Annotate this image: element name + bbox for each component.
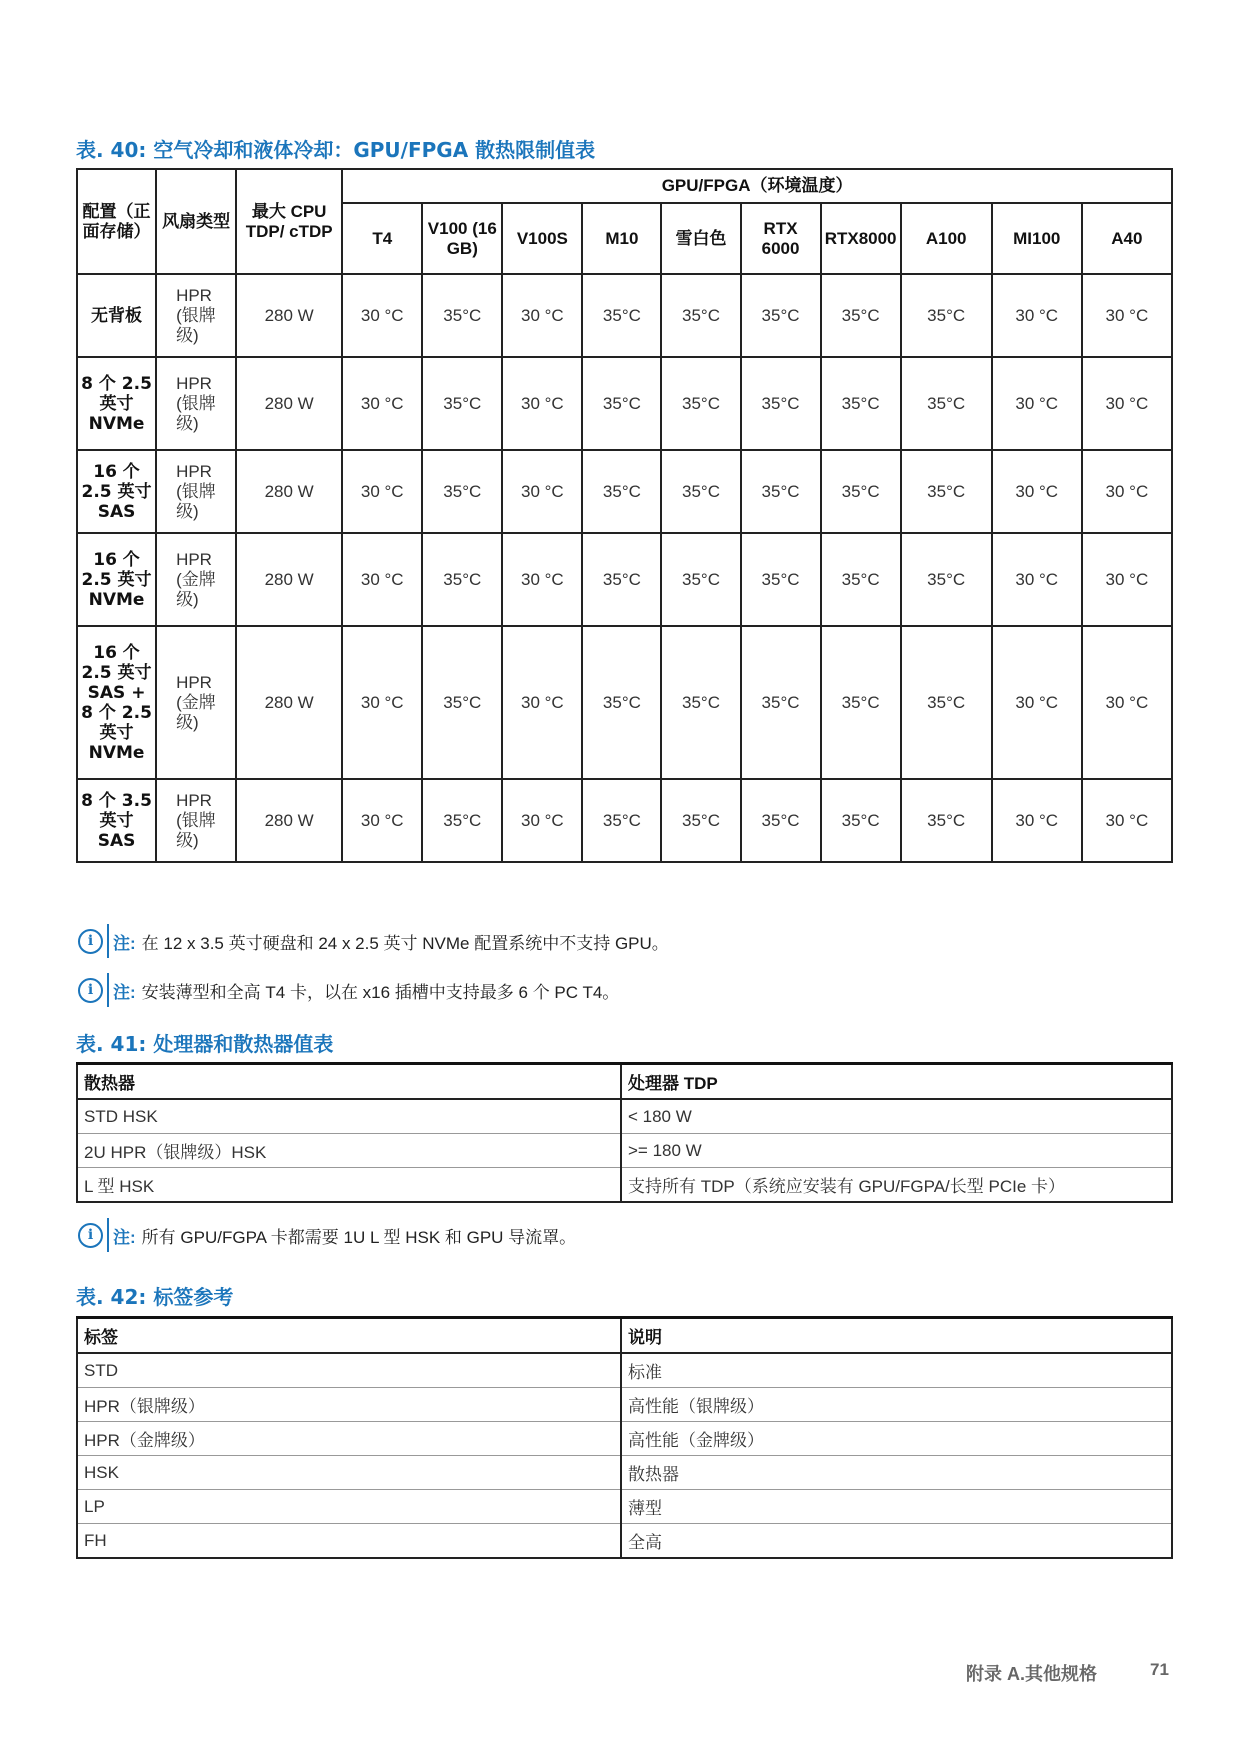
- table-row: [77, 779, 1172, 862]
- note-divider: [107, 973, 109, 1007]
- value-cell: 全高: [621, 1524, 1172, 1559]
- temperature-cell: 35°C: [741, 626, 821, 779]
- temperature-cell: 30 °C: [1082, 450, 1172, 533]
- temperature-cell: 35°C: [901, 357, 992, 450]
- temperature-cell: 30 °C: [1082, 779, 1172, 862]
- temperature-cell: 30 °C: [1082, 626, 1172, 779]
- note-divider: [107, 1218, 109, 1252]
- temperature-cell: 35°C: [661, 533, 740, 626]
- header-gpu: A40: [1082, 203, 1172, 274]
- temperature-cell: 35°C: [821, 274, 901, 357]
- header-gpu: RTX8000: [821, 203, 901, 274]
- page-number: 71: [1150, 1660, 1169, 1679]
- info-icon: i: [78, 978, 103, 1003]
- temperature-cell: 30 °C: [502, 533, 582, 626]
- temperature-cell: 30 °C: [992, 533, 1082, 626]
- value-cell: 标准: [621, 1353, 1172, 1388]
- cpu-tdp-cell: 280 W: [236, 450, 342, 533]
- header-gpu: 雪白色: [661, 203, 740, 274]
- fan-type-cell: HPR (银牌级): [156, 357, 236, 450]
- table-row: [77, 1134, 1172, 1168]
- temperature-cell: 35°C: [582, 626, 661, 779]
- value-cell: 支持所有 TDP（系统应安装有 GPU/FGPA/长型 PCIe 卡）: [621, 1168, 1172, 1203]
- cpu-tdp-cell: 280 W: [236, 626, 342, 779]
- header-gpu: V100S: [502, 203, 582, 274]
- temperature-cell: 30 °C: [502, 779, 582, 862]
- footer-section: 附录 A.其他规格: [966, 1664, 1098, 1684]
- fan-type-cell: HPR (银牌级): [156, 450, 236, 533]
- temperature-cell: 35°C: [582, 274, 661, 357]
- table-row: [77, 357, 1172, 450]
- header-cpu-tdp: 最大 CPU TDP/ cTDP: [236, 169, 342, 274]
- table-row: [77, 626, 1172, 779]
- table-row: [77, 1168, 1172, 1203]
- header-label: 标签: [77, 1318, 621, 1354]
- temperature-cell: 35°C: [661, 274, 740, 357]
- info-icon: i: [78, 929, 103, 954]
- temperature-cell: 35°C: [821, 533, 901, 626]
- temperature-cell: 30 °C: [342, 779, 422, 862]
- temperature-cell: 35°C: [741, 533, 821, 626]
- value-cell: 薄型: [621, 1490, 1172, 1524]
- table-row: [77, 1388, 1172, 1422]
- cpu-tdp-cell: 280 W: [236, 533, 342, 626]
- temperature-cell: 30 °C: [992, 450, 1082, 533]
- temperature-cell: 30 °C: [502, 357, 582, 450]
- value-cell: 高性能（银牌级）: [621, 1388, 1172, 1422]
- temperature-cell: 35°C: [901, 450, 992, 533]
- config-cell: 8 个 2.5 英寸 NVMe: [77, 357, 156, 450]
- temperature-cell: 35°C: [582, 450, 661, 533]
- temperature-cell: 35°C: [422, 450, 502, 533]
- config-cell: 无背板: [77, 274, 156, 357]
- config-cell: 8 个 3.5 英寸 SAS: [77, 779, 156, 862]
- table-41-caption: 表. 41: 处理器和散热器值表: [76, 1032, 334, 1056]
- note-label: 注:: [113, 1227, 136, 1247]
- info-icon: i: [78, 1223, 103, 1248]
- temperature-cell: 35°C: [821, 450, 901, 533]
- header-processor-tdp: 处理器 TDP: [621, 1064, 1172, 1100]
- temperature-cell: 35°C: [901, 779, 992, 862]
- table-row: [77, 1422, 1172, 1456]
- cpu-tdp-cell: 280 W: [236, 779, 342, 862]
- note-label: 注:: [113, 933, 136, 953]
- header-config: 配置（正面存储）: [77, 169, 156, 274]
- key-cell: FH: [77, 1524, 621, 1559]
- temperature-cell: 30 °C: [342, 626, 422, 779]
- key-cell: HPR（银牌级）: [77, 1388, 621, 1422]
- temperature-cell: 30 °C: [342, 533, 422, 626]
- fan-type-cell: HPR (银牌级): [156, 779, 236, 862]
- temperature-cell: 30 °C: [342, 357, 422, 450]
- table-row: [77, 274, 1172, 357]
- table-row: [77, 1524, 1172, 1559]
- temperature-cell: 35°C: [422, 779, 502, 862]
- note-3: [78, 1218, 576, 1252]
- temperature-cell: 35°C: [661, 779, 740, 862]
- value-cell: >= 180 W: [621, 1134, 1172, 1168]
- temperature-cell: 35°C: [741, 357, 821, 450]
- note-label: 注:: [113, 982, 136, 1002]
- temperature-cell: 35°C: [821, 357, 901, 450]
- cpu-tdp-cell: 280 W: [236, 357, 342, 450]
- temperature-cell: 30 °C: [1082, 357, 1172, 450]
- header-gpu-group: GPU/FPGA（环境温度）: [342, 169, 1172, 203]
- key-cell: STD: [77, 1353, 621, 1388]
- table-row: [77, 1456, 1172, 1490]
- config-cell: 16 个 2.5 英寸 NVMe: [77, 533, 156, 626]
- header-gpu: A100: [901, 203, 992, 274]
- key-cell: 2U HPR（银牌级）HSK: [77, 1134, 621, 1168]
- temperature-cell: 30 °C: [1082, 274, 1172, 357]
- fan-type-cell: HPR (金牌级): [156, 533, 236, 626]
- temperature-cell: 35°C: [582, 779, 661, 862]
- temperature-cell: 30 °C: [992, 357, 1082, 450]
- header-gpu: M10: [582, 203, 661, 274]
- temperature-cell: 30 °C: [502, 626, 582, 779]
- temperature-cell: 35°C: [582, 357, 661, 450]
- temperature-cell: 30 °C: [992, 274, 1082, 357]
- temperature-cell: 35°C: [741, 779, 821, 862]
- fan-type-cell: HPR (银牌级): [156, 274, 236, 357]
- value-cell: 高性能（金牌级）: [621, 1422, 1172, 1456]
- temperature-cell: 30 °C: [342, 450, 422, 533]
- table-row: [77, 533, 1172, 626]
- note-text: 安装薄型和全高 T4 卡，以在 x16 插槽中支持最多 6 个 PC T4。: [141, 982, 620, 1002]
- label-reference-table: [76, 1316, 1173, 1559]
- temperature-cell: 35°C: [661, 450, 740, 533]
- config-cell: 16 个 2.5 英寸 SAS: [77, 450, 156, 533]
- key-cell: HPR（金牌级）: [77, 1422, 621, 1456]
- heatsink-table: [76, 1062, 1173, 1203]
- note-divider: [107, 924, 109, 958]
- temperature-cell: 35°C: [821, 779, 901, 862]
- header-gpu: V100 (16 GB): [422, 203, 502, 274]
- table-row: [77, 1099, 1172, 1134]
- note-1: [78, 924, 669, 958]
- temperature-cell: 35°C: [422, 626, 502, 779]
- header-gpu: T4: [342, 203, 422, 274]
- temperature-cell: 30 °C: [1082, 533, 1172, 626]
- key-cell: STD HSK: [77, 1099, 621, 1134]
- value-cell: 散热器: [621, 1456, 1172, 1490]
- temperature-cell: 35°C: [901, 274, 992, 357]
- temperature-cell: 35°C: [661, 357, 740, 450]
- temperature-cell: 35°C: [741, 450, 821, 533]
- table-row: [77, 1353, 1172, 1388]
- table-row: [77, 450, 1172, 533]
- temperature-cell: 30 °C: [502, 274, 582, 357]
- temperature-cell: 35°C: [582, 533, 661, 626]
- table-row: [77, 1490, 1172, 1524]
- temperature-cell: 30 °C: [342, 274, 422, 357]
- temperature-cell: 35°C: [422, 357, 502, 450]
- header-gpu: MI100: [992, 203, 1082, 274]
- temperature-cell: 35°C: [422, 533, 502, 626]
- temperature-cell: 35°C: [901, 533, 992, 626]
- header-heatsink: 散热器: [77, 1064, 621, 1100]
- key-cell: LP: [77, 1490, 621, 1524]
- value-cell: < 180 W: [621, 1099, 1172, 1134]
- fan-type-cell: HPR (金牌级): [156, 626, 236, 779]
- note-text: 所有 GPU/FGPA 卡都需要 1U L 型 HSK 和 GPU 导流罩。: [141, 1227, 577, 1247]
- temperature-cell: 30 °C: [992, 626, 1082, 779]
- temperature-cell: 35°C: [661, 626, 740, 779]
- temperature-cell: 30 °C: [992, 779, 1082, 862]
- temperature-cell: 35°C: [901, 626, 992, 779]
- note-2: [78, 973, 619, 1007]
- table-40-caption: 表. 40: 空气冷却和液体冷却：GPU/FPGA 散热限制值表: [76, 138, 596, 162]
- temperature-cell: 35°C: [422, 274, 502, 357]
- config-cell: 16 个 2.5 英寸 SAS + 8 个 2.5 英寸 NVMe: [77, 626, 156, 779]
- temperature-cell: 35°C: [821, 626, 901, 779]
- table-42-caption: 表. 42: 标签参考: [76, 1285, 234, 1309]
- key-cell: HSK: [77, 1456, 621, 1490]
- header-fan-type: 风扇类型: [156, 169, 236, 274]
- note-text: 在 12 x 3.5 英寸硬盘和 24 x 2.5 英寸 NVMe 配置系统中不支持 GPU。: [141, 933, 669, 953]
- gpu-thermal-table: [76, 168, 1173, 863]
- key-cell: L 型 HSK: [77, 1168, 621, 1203]
- cpu-tdp-cell: 280 W: [236, 274, 342, 357]
- temperature-cell: 30 °C: [502, 450, 582, 533]
- header-gpu: RTX 6000: [741, 203, 821, 274]
- temperature-cell: 35°C: [741, 274, 821, 357]
- header-description: 说明: [621, 1318, 1172, 1354]
